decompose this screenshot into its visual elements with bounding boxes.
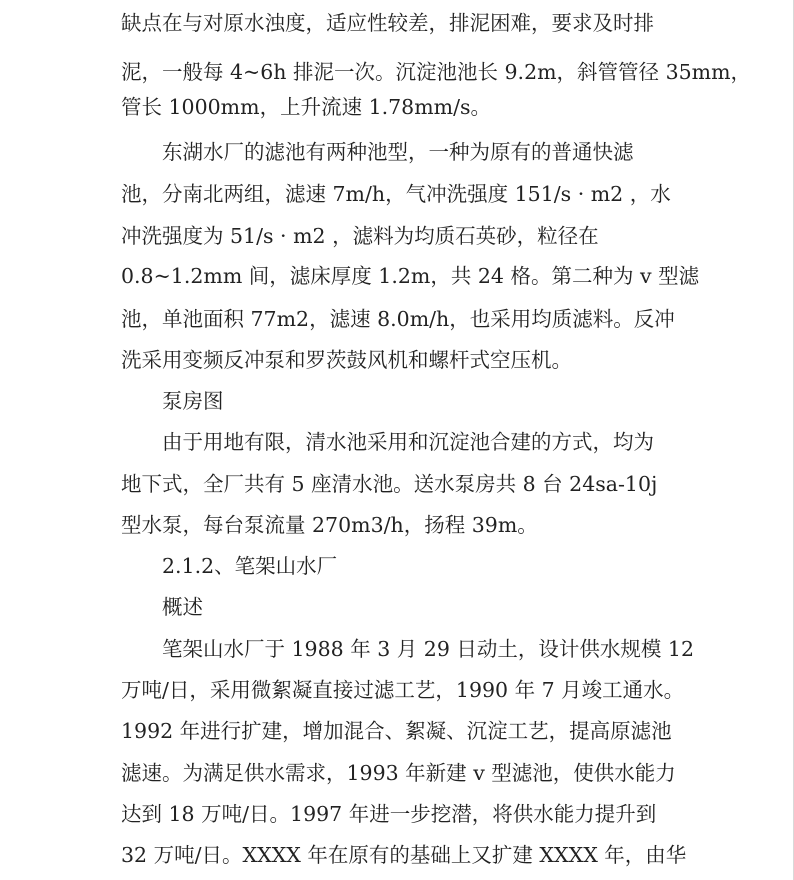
text-line: 笔架山水厂于 1988 年 3 月 29 日动土，设计供水规模 12: [162, 637, 694, 661]
text-line: 东湖水厂的滤池有两种池型，一种为原有的普通快滤: [162, 140, 634, 164]
text-line: 泥，一般每 4~6h 排泥一次。沉淀池池长 9.2m，斜管管径 35mm，: [121, 60, 752, 84]
section-heading-pump-house: 泵房图: [162, 389, 224, 413]
text-line: 32 万吨/日。XXXX 年在原有的基础上又扩建 XXXX 年，由华: [121, 843, 687, 867]
text-line: 池，单池面积 77m2，滤速 8.0m/h，也采用均质滤料。反冲: [121, 307, 675, 331]
text-line: 冲洗强度为 51/s · m2 ，滤料为均质石英砂，粒径在: [121, 224, 599, 248]
text-line: 滤速。为满足供水需求，1993 年新建 v 型滤池，使供水能力: [121, 761, 676, 785]
text-line: 洗采用变频反冲泵和罗茨鼓风机和螺杆式空压机。: [121, 348, 572, 372]
section-heading-overview: 概述: [162, 595, 203, 619]
section-heading-bijiashan: 2.1.2、笔架山水厂: [162, 554, 338, 578]
text-line: 由于用地有限，清水池采用和沉淀池合建的方式，均为: [162, 430, 654, 454]
text-line: 管长 1000mm，上升流速 1.78mm/s。: [121, 95, 492, 119]
text-line: 地下式，全厂共有 5 座清水池。送水泵房共 8 台 24sa-10j: [121, 472, 658, 496]
text-line: 0.8~1.2mm 间，滤床厚度 1.2m，共 24 格。第二种为 v 型滤: [121, 264, 700, 288]
text-line: 达到 18 万吨/日。1997 年进一步挖潜，将供水能力提升到: [121, 802, 657, 826]
text-line: 缺点在与对原水浊度，适应性较差，排泥困难，要求及时排: [121, 11, 654, 35]
text-line: 池，分南北两组，滤速 7m/h，气冲洗强度 151/s · m2 ，水: [121, 182, 671, 206]
text-line: 万吨/日，采用微絮凝直接过滤工艺，1990 年 7 月竣工通水。: [121, 678, 685, 702]
text-line: 型水泵，每台泵流量 270m3/h，扬程 39m。: [121, 513, 538, 537]
text-line: 1992 年进行扩建，增加混合、絮凝、沉淀工艺，提高原滤池: [121, 719, 672, 743]
